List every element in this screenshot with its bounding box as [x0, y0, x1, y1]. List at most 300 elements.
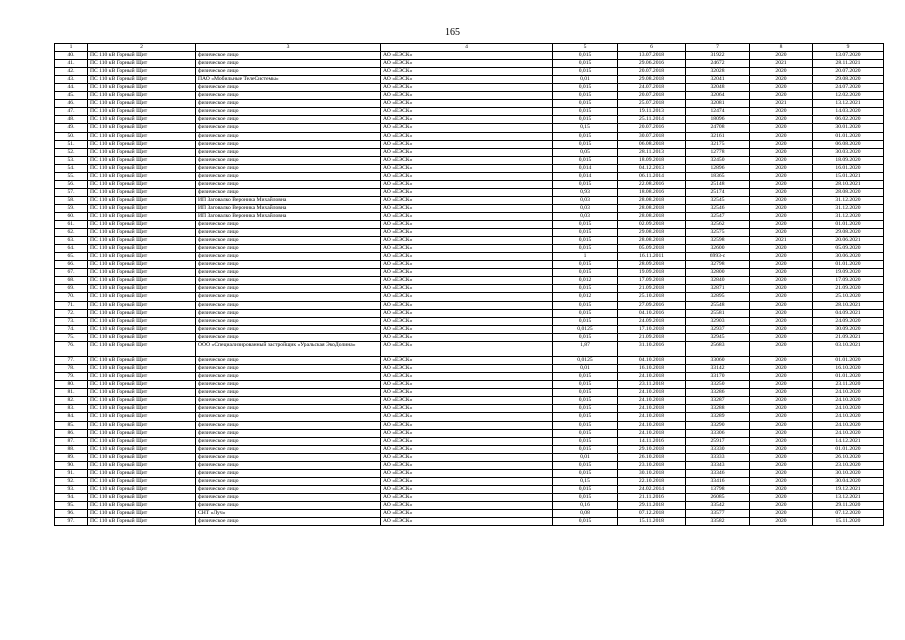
table-cell: 0,015: [553, 381, 618, 389]
table-row: [55, 52, 884, 60]
table-cell: 26085: [686, 493, 750, 501]
table-cell: 04.09.2021: [813, 309, 884, 317]
table-cell: 33346: [686, 469, 750, 477]
table-cell: АО «ЕЭСК»: [381, 485, 553, 493]
table-cell: физическое лицо: [196, 469, 381, 477]
table-cell: 32028: [686, 68, 750, 76]
table-cell: 32450: [686, 156, 750, 164]
table-row: [55, 453, 884, 461]
table-cell: ПС 110 кВ Горный Щит: [88, 477, 196, 485]
table-cell: физическое лицо: [196, 373, 381, 381]
table-cell: 21.09.2018: [618, 333, 686, 341]
table-cell: 22.08.2016: [618, 180, 686, 188]
table-cell: ПС 110 кВ Горный Щит: [88, 212, 196, 220]
table-cell: 2020: [750, 132, 813, 140]
table-cell: 0,15: [553, 124, 618, 132]
table-cell: 2020: [750, 180, 813, 188]
table-cell: 32048: [686, 84, 750, 92]
table-cell: 97.: [55, 518, 88, 526]
table-cell: 75.: [55, 333, 88, 341]
table-cell: 0,015: [553, 52, 618, 60]
table-cell: 33170: [686, 373, 750, 381]
table-cell: 06.02.2020: [813, 116, 884, 124]
table-cell: 6993-с: [686, 253, 750, 261]
table-cell: 2020: [750, 164, 813, 172]
table-cell: 83.: [55, 405, 88, 413]
table-cell: 16.10.2018: [618, 365, 686, 373]
table-cell: физическое лицо: [196, 493, 381, 501]
table-cell: 0,015: [553, 92, 618, 100]
table-cell: ООО «Специализированный застройщик «Уральская ЭкоДолина»: [196, 341, 381, 356]
table-cell: 0,014: [553, 172, 618, 180]
table-cell: АО «ЕЭСК»: [381, 156, 553, 164]
table-cell: 24.10.2020: [813, 421, 884, 429]
table-cell: АО «ЕЭСК»: [381, 285, 553, 293]
table-cell: АО «ЕЭСК»: [381, 437, 553, 445]
table-cell: 0,03: [553, 212, 618, 220]
table-row: [55, 389, 884, 397]
table-cell: 0,0125: [553, 325, 618, 333]
table-cell: АО «ЕЭСК»: [381, 333, 553, 341]
table-cell: 23.11.2018: [618, 381, 686, 389]
table-cell: ПС 110 кВ Горный Щит: [88, 293, 196, 301]
table-cell: АО «ЕЭСК»: [381, 421, 553, 429]
table-cell: 74.: [55, 325, 88, 333]
table-cell: ПС 110 кВ Горный Щит: [88, 333, 196, 341]
table-cell: 32064: [686, 92, 750, 100]
table-cell: АО «ЕЭСК»: [381, 261, 553, 269]
table-cell: 77.: [55, 357, 88, 365]
table-cell: 0,015: [553, 301, 618, 309]
table-cell: 78.: [55, 365, 88, 373]
table-cell: 21.09.2020: [813, 285, 884, 293]
table-cell: ПС 110 кВ Горный Щит: [88, 357, 196, 365]
table-row: [55, 501, 884, 509]
table-cell: 33289: [686, 413, 750, 421]
table-cell: физическое лицо: [196, 68, 381, 76]
table-cell: 2020: [750, 188, 813, 196]
table-cell: физическое лицо: [196, 357, 381, 365]
table-cell: АО «ЕЭСК»: [381, 108, 553, 116]
table-cell: 0,15: [553, 477, 618, 485]
table-cell: физическое лицо: [196, 405, 381, 413]
table-cell: 60.: [55, 212, 88, 220]
table-cell: 24672: [686, 60, 750, 68]
table-cell: ПС 110 кВ Горный Щит: [88, 317, 196, 325]
table-cell: физическое лицо: [196, 477, 381, 485]
table-cell: 2020: [750, 389, 813, 397]
table-cell: ПС 110 кВ Горный Щит: [88, 229, 196, 237]
table-row: [55, 269, 884, 277]
table-cell: ПС 110 кВ Горный Щит: [88, 132, 196, 140]
column-header: 6: [618, 44, 686, 52]
table-row: [55, 341, 884, 356]
table-cell: физическое лицо: [196, 229, 381, 237]
table-cell: 46.: [55, 100, 88, 108]
table-cell: 33306: [686, 429, 750, 437]
table-cell: 2020: [750, 469, 813, 477]
table-cell: ПС 110 кВ Горный Щит: [88, 76, 196, 84]
table-cell: АО «ЕЭСК»: [381, 124, 553, 132]
table-row: [55, 164, 884, 172]
table-row: [55, 301, 884, 309]
table-cell: 25.10.2018: [618, 293, 686, 301]
column-header: 2: [88, 44, 196, 52]
table-cell: ПС 110 кВ Горный Щит: [88, 180, 196, 188]
table-cell: 21.09.2021: [813, 333, 884, 341]
table-cell: 43.: [55, 76, 88, 84]
table-cell: АО «ЕЭСК»: [381, 212, 553, 220]
table-cell: 91.: [55, 469, 88, 477]
table-row: [55, 293, 884, 301]
table-cell: 2020: [750, 285, 813, 293]
table-cell: 16.11.2011: [618, 253, 686, 261]
table-cell: 81.: [55, 389, 88, 397]
table-cell: 29.06.2016: [618, 60, 686, 68]
table-cell: 29.08.2018: [618, 76, 686, 84]
table-cell: 2020: [750, 116, 813, 124]
table-cell: 33416: [686, 477, 750, 485]
table-cell: 0,015: [553, 309, 618, 317]
table-cell: 17.10.2018: [618, 325, 686, 333]
table-cell: физическое лицо: [196, 445, 381, 453]
table-cell: 13.07.2020: [813, 52, 884, 60]
table-cell: 15.01.2021: [813, 172, 884, 180]
table-cell: 2020: [750, 229, 813, 237]
table-cell: 29.08.2018: [618, 229, 686, 237]
table-cell: ПС 110 кВ Горный Щит: [88, 301, 196, 309]
table-cell: АО «ЕЭСК»: [381, 397, 553, 405]
table-row: [55, 518, 884, 526]
table-cell: 2020: [750, 269, 813, 277]
table-cell: ИП Заговалко Вероника Михайловна: [196, 212, 381, 220]
table-cell: 33582: [686, 518, 750, 526]
table-cell: 52.: [55, 148, 88, 156]
table-cell: физическое лицо: [196, 453, 381, 461]
table-cell: АО «ЕЭСК»: [381, 188, 553, 196]
table-cell: 0,015: [553, 116, 618, 124]
table-cell: АО «ЕЭСК»: [381, 204, 553, 212]
table-cell: физическое лицо: [196, 148, 381, 156]
table-cell: 2020: [750, 429, 813, 437]
table-cell: физическое лицо: [196, 164, 381, 172]
table-cell: 06.08.2018: [618, 140, 686, 148]
table-cell: 0,01: [553, 365, 618, 373]
table-cell: 2020: [750, 52, 813, 60]
table-cell: 2020: [750, 140, 813, 148]
table-cell: 0,015: [553, 245, 618, 253]
table-cell: физическое лицо: [196, 397, 381, 405]
table-cell: АО «ЕЭСК»: [381, 518, 553, 526]
column-header: 1: [55, 44, 88, 52]
table-cell: 33577: [686, 510, 750, 518]
table-row: [55, 510, 884, 518]
table-cell: физическое лицо: [196, 413, 381, 421]
table-cell: 32600: [686, 245, 750, 253]
table-cell: физическое лицо: [196, 437, 381, 445]
table-cell: ИП Заговалко Вероника Михайловна: [196, 196, 381, 204]
table-cell: 47.: [55, 108, 88, 116]
table-row: [55, 437, 884, 445]
table-cell: 2020: [750, 357, 813, 365]
table-row: [55, 493, 884, 501]
table-cell: 28.10.2021: [813, 301, 884, 309]
table-cell: 20.07.2016: [618, 124, 686, 132]
table-cell: 0,16: [553, 501, 618, 509]
table-cell: 0,014: [553, 164, 618, 172]
column-header: 8: [750, 44, 813, 52]
table-row: [55, 237, 884, 245]
table-cell: 2020: [750, 156, 813, 164]
table-row: [55, 124, 884, 132]
table-cell: 0,015: [553, 261, 618, 269]
table-cell: АО «ЕЭСК»: [381, 357, 553, 365]
table-cell: ПС 110 кВ Горный Щит: [88, 341, 196, 356]
table-cell: 23.10.2018: [618, 461, 686, 469]
table-row: [55, 357, 884, 365]
table-cell: 2020: [750, 381, 813, 389]
table-cell: 29.11.2018: [618, 501, 686, 509]
table-cell: 71.: [55, 301, 88, 309]
table-cell: 2020: [750, 413, 813, 421]
table-cell: 0,015: [553, 285, 618, 293]
table-cell: физическое лицо: [196, 140, 381, 148]
table-cell: 24.10.2018: [618, 373, 686, 381]
table-cell: 54.: [55, 164, 88, 172]
table-cell: АО «ЕЭСК»: [381, 301, 553, 309]
table-cell: ПС 110 кВ Горный Щит: [88, 453, 196, 461]
table-cell: 24.10.2018: [618, 421, 686, 429]
table-cell: 31.12.2020: [813, 196, 884, 204]
table-cell: 0,015: [553, 132, 618, 140]
table-cell: ПС 110 кВ Горный Щит: [88, 421, 196, 429]
table-cell: 76.: [55, 341, 88, 356]
table-cell: ПС 110 кВ Горный Щит: [88, 493, 196, 501]
table-cell: 01.01.2020: [813, 261, 884, 269]
table-cell: 64.: [55, 245, 88, 253]
table-cell: 0,015: [553, 140, 618, 148]
table-cell: 24.10.2018: [618, 429, 686, 437]
table-cell: 30.04.2020: [813, 477, 884, 485]
table-cell: АО «ЕЭСК»: [381, 325, 553, 333]
table-cell: 87.: [55, 437, 88, 445]
table-cell: 63.: [55, 237, 88, 245]
table-row: [55, 212, 884, 220]
table-cell: ПС 110 кВ Горный Щит: [88, 116, 196, 124]
table-cell: 33542: [686, 501, 750, 509]
table-cell: 17.09.2018: [618, 277, 686, 285]
table-row: [55, 261, 884, 269]
table-row: [55, 156, 884, 164]
table-cell: 06.08.2020: [813, 140, 884, 148]
table-cell: физическое лицо: [196, 221, 381, 229]
table-cell: ПС 110 кВ Горный Щит: [88, 188, 196, 196]
table-cell: 32895: [686, 293, 750, 301]
table-cell: физическое лицо: [196, 108, 381, 116]
table-cell: 05.09.2020: [813, 245, 884, 253]
table-cell: 32840: [686, 277, 750, 285]
table-cell: 40.: [55, 52, 88, 60]
table-row: [55, 188, 884, 196]
table-cell: 0,012: [553, 277, 618, 285]
table-cell: физическое лицо: [196, 188, 381, 196]
table-cell: 0,015: [553, 100, 618, 108]
table-cell: ПС 110 кВ Горный Щит: [88, 429, 196, 437]
table-cell: 2020: [750, 421, 813, 429]
table-cell: 0,015: [553, 493, 618, 501]
table-row: [55, 373, 884, 381]
table-cell: ПС 110 кВ Горный Щит: [88, 196, 196, 204]
table-cell: 18.09.2018: [618, 156, 686, 164]
table-cell: АО «ЕЭСК»: [381, 341, 553, 356]
table-cell: ПС 110 кВ Горный Щит: [88, 501, 196, 509]
table-cell: 2020: [750, 317, 813, 325]
table-row: [55, 221, 884, 229]
table-cell: ПС 110 кВ Горный Щит: [88, 445, 196, 453]
table-cell: 50.: [55, 132, 88, 140]
table-cell: ПС 110 кВ Горный Щит: [88, 60, 196, 68]
table-row: [55, 381, 884, 389]
table-cell: АО «ЕЭСК»: [381, 92, 553, 100]
table-cell: 2020: [750, 277, 813, 285]
table-cell: 32575: [686, 229, 750, 237]
table-cell: 31.10.2016: [618, 341, 686, 356]
table-cell: физическое лицо: [196, 245, 381, 253]
table-cell: 24.09.2018: [618, 317, 686, 325]
table-cell: 2020: [750, 477, 813, 485]
table-cell: 24.07.2020: [813, 84, 884, 92]
table-cell: АО «ЕЭСК»: [381, 172, 553, 180]
table-cell: 2020: [750, 445, 813, 453]
table-cell: 33286: [686, 389, 750, 397]
table-cell: 19.09.2020: [813, 269, 884, 277]
table-cell: АО «ЕЭСК»: [381, 52, 553, 60]
table-cell: 0,015: [553, 461, 618, 469]
table-cell: 28.08.2018: [618, 196, 686, 204]
table-cell: 32945: [686, 333, 750, 341]
table-cell: 0,015: [553, 60, 618, 68]
table-cell: 01.01.2020: [813, 357, 884, 365]
table-cell: 20.06.2021: [813, 237, 884, 245]
table-cell: 1: [553, 253, 618, 261]
table-cell: АО «ЕЭСК»: [381, 453, 553, 461]
table-cell: ПС 110 кВ Горный Щит: [88, 124, 196, 132]
table-cell: АО «ЕЭСК»: [381, 373, 553, 381]
table-cell: ИП Заговалко Вероника Михайловна: [196, 204, 381, 212]
table-cell: физическое лицо: [196, 269, 381, 277]
table-cell: 0,08: [553, 510, 618, 518]
table-cell: ПС 110 кВ Горный Щит: [88, 373, 196, 381]
table-cell: физическое лицо: [196, 309, 381, 317]
table-cell: 94.: [55, 493, 88, 501]
table-cell: 2020: [750, 510, 813, 518]
table-cell: 32545: [686, 196, 750, 204]
table-cell: 04.12.2013: [618, 164, 686, 172]
table-cell: 28.08.2018: [618, 212, 686, 220]
table-cell: 53.: [55, 156, 88, 164]
table-cell: 30.03.2020: [813, 148, 884, 156]
table-cell: ПС 110 кВ Горный Щит: [88, 518, 196, 526]
table-cell: 15.11.2018: [618, 518, 686, 526]
table-cell: 28.09.2018: [618, 261, 686, 269]
table-cell: 04.10.2016: [618, 309, 686, 317]
table-cell: 93.: [55, 485, 88, 493]
table-cell: 2020: [750, 293, 813, 301]
table-cell: физическое лицо: [196, 285, 381, 293]
column-header: 4: [381, 44, 553, 52]
table-row: [55, 365, 884, 373]
table-cell: 06.11.2014: [618, 172, 686, 180]
table-cell: АО «ЕЭСК»: [381, 60, 553, 68]
table-cell: физическое лицо: [196, 518, 381, 526]
table-cell: 0,015: [553, 421, 618, 429]
table-cell: 24.10.2020: [813, 429, 884, 437]
table-cell: 73.: [55, 317, 88, 325]
table-cell: 55.: [55, 172, 88, 180]
table-cell: ПС 110 кВ Горный Щит: [88, 148, 196, 156]
table-cell: ПС 110 кВ Горный Щит: [88, 510, 196, 518]
table-cell: 90.: [55, 461, 88, 469]
table-cell: 25.11.2014: [618, 116, 686, 124]
table-cell: физическое лицо: [196, 132, 381, 140]
table-cell: АО «ЕЭСК»: [381, 132, 553, 140]
table-cell: 2020: [750, 92, 813, 100]
table-cell: ПС 110 кВ Горный Щит: [88, 269, 196, 277]
table-cell: 0,015: [553, 156, 618, 164]
table-cell: 2020: [750, 68, 813, 76]
table-cell: 85.: [55, 421, 88, 429]
table-cell: физическое лицо: [196, 100, 381, 108]
table-cell: 18.08.2016: [618, 188, 686, 196]
table-cell: АО «ЕЭСК»: [381, 461, 553, 469]
table-cell: 23.10.2020: [813, 461, 884, 469]
table-cell: АО «ЕЭСК»: [381, 180, 553, 188]
table-cell: АО «ЕЭСК»: [381, 365, 553, 373]
table-cell: 01.01.2020: [813, 445, 884, 453]
table-cell: 0,015: [553, 445, 618, 453]
table-cell: ПС 110 кВ Горный Щит: [88, 461, 196, 469]
table-cell: 25683: [686, 341, 750, 356]
table-cell: 2020: [750, 245, 813, 253]
table-cell: физическое лицо: [196, 501, 381, 509]
table-cell: 24.10.2020: [813, 389, 884, 397]
table-cell: 32546: [686, 204, 750, 212]
table-body: [55, 44, 884, 526]
table-cell: 33288: [686, 405, 750, 413]
table-row: [55, 196, 884, 204]
table-cell: 31.12.2020: [813, 212, 884, 220]
table-row: [55, 172, 884, 180]
table-cell: АО «ЕЭСК»: [381, 229, 553, 237]
table-cell: 2020: [750, 204, 813, 212]
table-cell: 18365: [686, 172, 750, 180]
table-cell: 31922: [686, 52, 750, 60]
table-cell: 1,87: [553, 341, 618, 356]
table-cell: 16.01.2020: [813, 164, 884, 172]
table-cell: 95.: [55, 501, 88, 509]
table-cell: 62.: [55, 229, 88, 237]
table-cell: ПС 110 кВ Горный Щит: [88, 405, 196, 413]
table-cell: ПС 110 кВ Горный Щит: [88, 156, 196, 164]
table-cell: АО «ЕЭСК»: [381, 413, 553, 421]
table-cell: АО «ЕЭСК»: [381, 309, 553, 317]
table-cell: АО «ЕЭСК»: [381, 269, 553, 277]
table-cell: 28.08.2018: [618, 237, 686, 245]
table-cell: 19.12.2021: [813, 485, 884, 493]
table-cell: физическое лицо: [196, 237, 381, 245]
table-cell: 29.08.2020: [813, 76, 884, 84]
table-row: [55, 333, 884, 341]
